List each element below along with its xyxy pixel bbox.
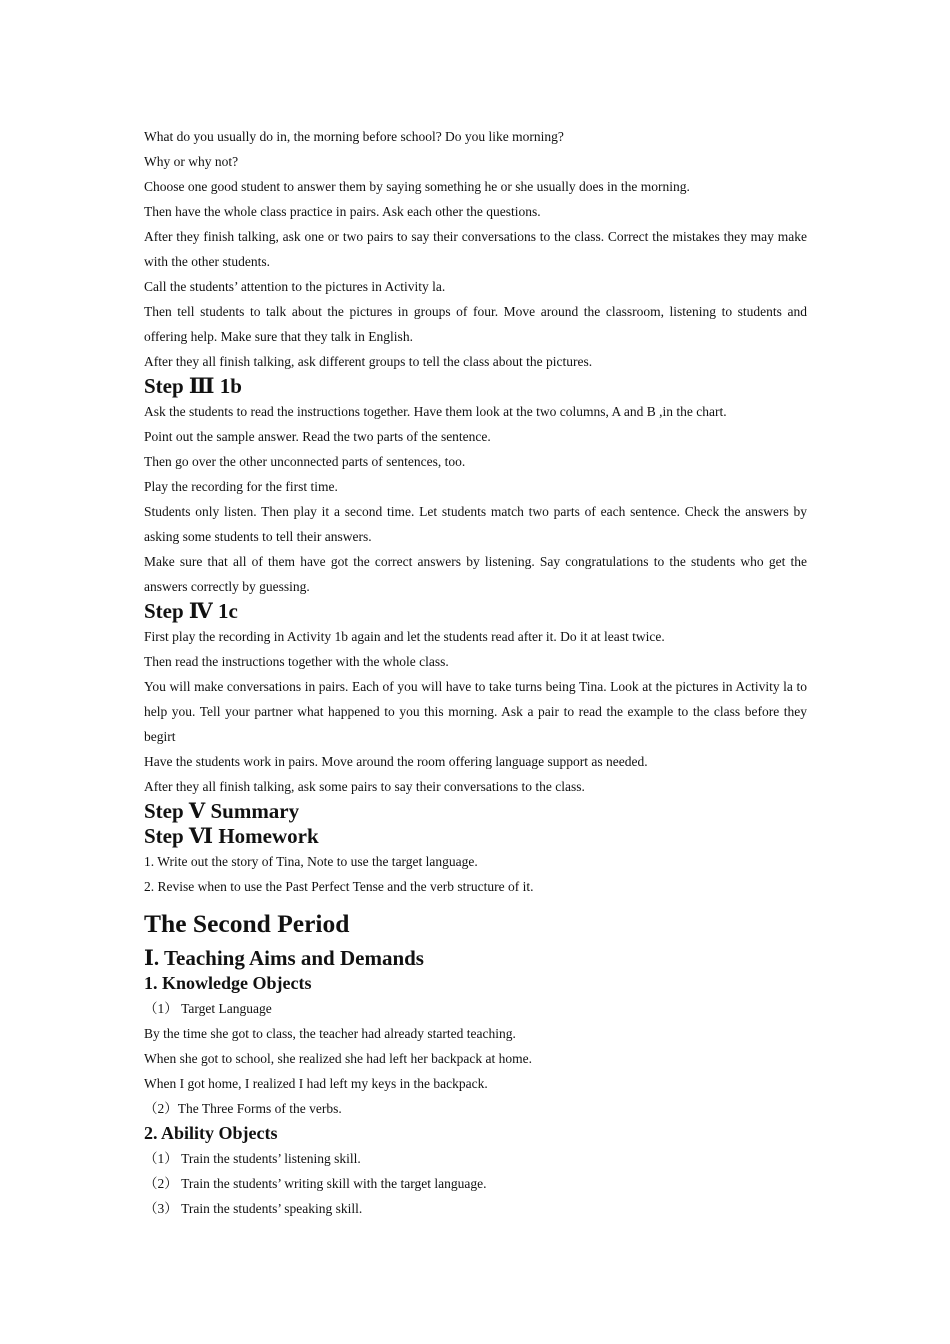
step-heading-1b: Step Ⅲ 1b — [144, 374, 242, 398]
list-item: （2）The Three Forms of the verbs. — [144, 1101, 342, 1116]
paragraph: After they finish talking, ask one or two pairs to say their conversations to the class. Correct the mistakes they may make with the other students. — [144, 229, 807, 269]
paragraph: Then tell students to talk about the pictures in groups of four. Move around the classroom, listening to students and offering help. Make sure that they talk in English. — [144, 304, 807, 344]
list-item: （1） Target Language — [144, 1001, 272, 1016]
paragraph: Then have the whole class practice in pairs. Ask each other the questions. — [144, 204, 541, 219]
paragraph: When she got to school, she realized she had left her backpack at home. — [144, 1051, 532, 1066]
step-heading-homework: Step Ⅵ Homework — [144, 824, 319, 848]
paragraph: First play the recording in Activity 1b again and let the students read after it. Do it at least twice. — [144, 629, 665, 644]
subsection-heading-knowledge: 1. Knowledge Objects — [144, 973, 312, 993]
paragraph: Then go over the other unconnected parts of sentences, too. — [144, 454, 466, 469]
paragraph: By the time she got to class, the teacher had already started teaching. — [144, 1026, 516, 1041]
paragraph: After they all finish talking, ask different groups to tell the class about the pictures. — [144, 354, 593, 369]
list-item: 2. Revise when to use the Past Perfect Tense and the verb structure of it. — [144, 879, 534, 894]
paragraph: Why or why not? — [144, 154, 239, 169]
paragraph: Have the students work in pairs. Move around the room offering language support as needed. — [144, 754, 648, 769]
list-item: （1） Train the students’ listening skill. — [144, 1151, 361, 1166]
step-heading-summary: Step Ⅴ Summary — [144, 799, 300, 823]
paragraph: What do you usually do in, the morning before school? Do you like morning? — [144, 129, 564, 144]
paragraph: Choose one good student to answer them by saying something he or she usually does in the morning. — [144, 179, 690, 194]
document-page — [144, 124, 807, 1221]
paragraph: Students only listen. Then play it a second time. Let students match two parts of each sentence. Check the answers by asking some students to tell their answers. — [144, 504, 807, 544]
paragraph: After they all finish talking, ask some pairs to say their conversations to the class. — [144, 779, 585, 794]
list-item: （3） Train the students’ speaking skill. — [144, 1201, 363, 1216]
paragraph: Call the students’ attention to the pictures in Activity la. — [144, 279, 446, 294]
paragraph: Play the recording for the first time. — [144, 479, 338, 494]
period-title: The Second Period — [144, 909, 350, 938]
paragraph: Make sure that all of them have got the correct answers by listening. Say congratulations to the students who get the answers correctly by guessing. — [144, 554, 807, 594]
paragraph: When I got home, I realized I had left my keys in the backpack. — [144, 1076, 488, 1091]
list-item: 1. Write out the story of Tina, Note to use the target language. — [144, 854, 478, 869]
paragraph: Then read the instructions together with the whole class. — [144, 654, 449, 669]
subsection-heading-ability: 2. Ability Objects — [144, 1123, 278, 1143]
paragraph: You will make conversations in pairs. Each of you will have to take turns being Tina. Look at the pictures in Activity la to help you. Tell your partner what happened to you this morning. Ask a pair to read the example to the class before they begirt — [144, 679, 807, 744]
paragraph: Point out the sample answer. Read the two parts of the sentence. — [144, 429, 491, 444]
paragraph: Ask the students to read the instructions together. Have them look at the two columns, A and B ,in the chart. — [144, 404, 727, 419]
step-heading-1c: Step Ⅳ 1c — [144, 599, 238, 623]
section-heading-aims: Ⅰ. Teaching Aims and Demands — [144, 946, 424, 970]
list-item: （2） Train the students’ writing skill with the target language. — [144, 1176, 487, 1191]
